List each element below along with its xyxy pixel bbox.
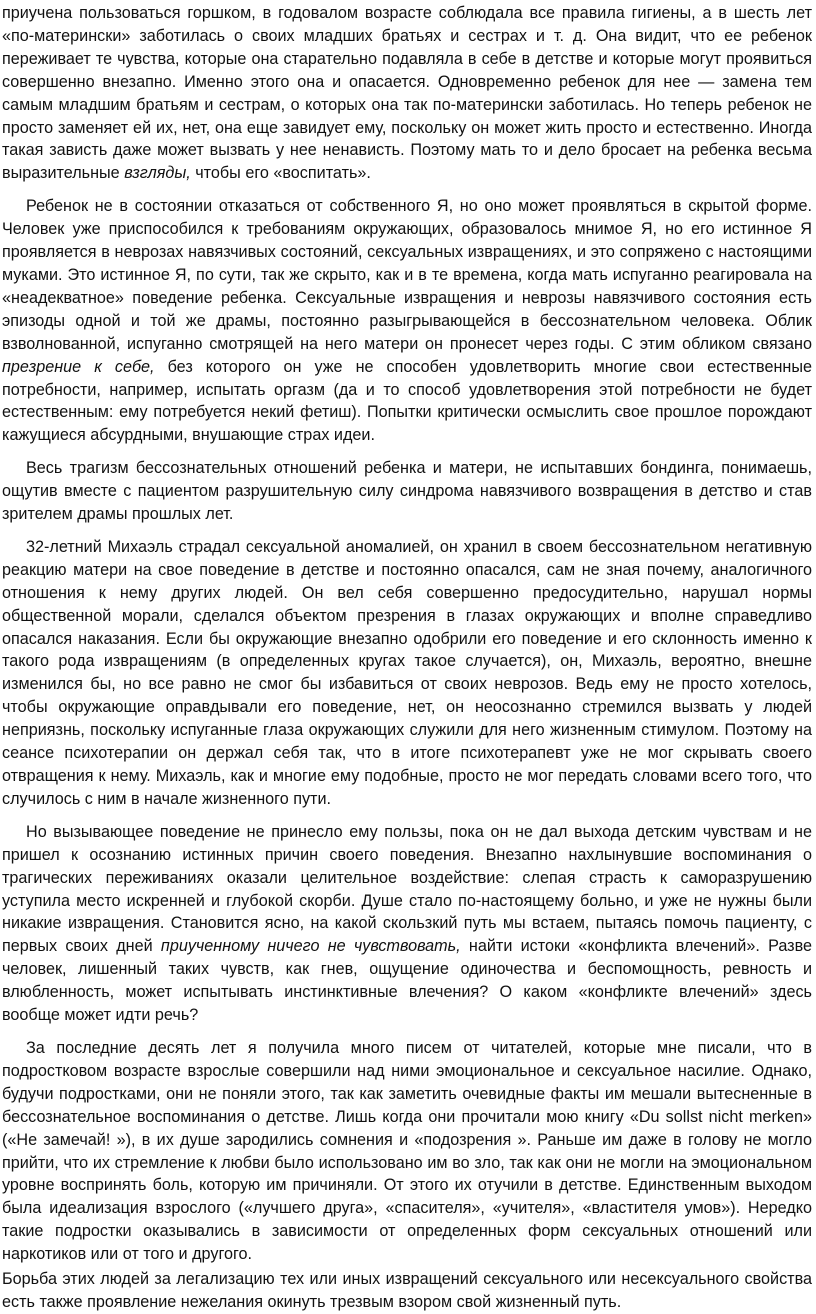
paragraph — [2, 2, 812, 185]
paragraph — [2, 457, 812, 526]
italic-text-run: взгляды, — [124, 164, 191, 183]
paragraph — [2, 536, 812, 811]
text-run: Но вызывающее поведение не принесло ему пользы, пока он не дал выхода детским чувствам и не пришел к осознанию истинных причин своего поведения. Внезапно нахлынувшие воспоминания о трагических переживаниях оказали целительное воздействие: слепая страсть к саморазрушению уступила место искренней и глубокой скорби. Душе стало по-настоящему больно, и уже не нужны были никакие извращения. Становится ясно, на какой скользкий путь мы встаем, пытаясь помочь пациенту, с первых своих дней — [2, 822, 812, 956]
paragraph — [2, 821, 812, 1027]
paragraph — [2, 1268, 812, 1314]
text-run: чтобы его «воспитать». — [190, 164, 371, 183]
italic-text-run: приученному ничего не чувствовать, — [160, 937, 461, 956]
paragraph — [2, 1037, 812, 1266]
text-run: За последние десять лет я получила много писем от читателей, которые мне писали, что в подростковом возрасте взрослые совершили над ними эмоциональное и сексуальное насилие. Однако, будучи подростками, они не поняли этого, так как заметить очевидные факты им мешали вытесненные в бессознательное воспоминания о детстве. Лишь когда они прочитали мою книгу «Du sollst nicht merken» («Не замечай! »), в их душе зародились сомнения и «подозрения ». Раньше им даже в голову не могло прийти, что их стремление к любви было использовано им во зло, так как они не могли на эмоциональном уровне воспринять боль, которую им причиняли. От этого их отучили в детстве. Единственным выходом была идеализация взрослого («лучшего друга», «спасителя», «учителя», «властителя умов»). Нередко такие подростки оказывались в зависимости от определенных форм сексуальных отношений или наркотиков или от того и другого. — [2, 1038, 812, 1264]
text-run: приучена пользоваться горшком, в годовалом возрасте соблюдала все правила гигиены, а в шесть лет «по-матерински» заботилась о своих младших братьях и сестрах и т. д. Она видит, что ее ребенок переживает те чувства, которые она старательно подавляла в себе в детстве и которые могут проявиться совершенно внезапно. Именно этого она и опасается. Одновременно ребенок для нее — замена тем самым младшим братьям и сестрам, о которых она так по-матерински заботилась. Но теперь ребенок не просто заменяет ей их, нет, она еще завидует ему, поскольку он может жить просто и естественно. Иногда такая зависть даже может вызвать у нее ненависть. Поэтому мать то и дело бросает на ребенка весьма выразительные — [2, 4, 812, 183]
italic-text-run: презрение к себе, — [2, 357, 155, 376]
text-run: Борьба этих людей за легализацию тех или иных извращений сексуального или несексуального свойства есть также проявление нежелания окинуть трезвым взором свой жизненный путь. — [2, 1270, 812, 1311]
text-run: найти истоки «конфликта влечений». Разве человек, лишенный таких чувств, как гнев, ощущение одиночества и беспомощность, ревность и влюбленность, может испытывать инстинктивные влечения? О каком «конфликте влечений» здесь вообще может идти речь? — [2, 937, 813, 1025]
text-run: без которого он уже не способен удовлетворить многие свои естественные потребности, например, испытать оргазм (да и то способ удовлетворения этой потребности не будет естественным: ему потребуется некий фетиш). Попытки критически осмыслить свое прошлое порождают кажущиеся абсурдными, внушающие страх идеи. — [2, 357, 812, 445]
text-run: Весь трагизм бессознательных отношений ребенка и матери, не испытавших бондинга, понимаешь, ощутив вместе с пациентом разрушительную силу синдрома навязчивого возвращения в детство и став зрителем драмы прошлых лет. — [2, 459, 812, 524]
paragraph — [2, 195, 812, 447]
text-run: Ребенок не в состоянии отказаться от собственного Я, но оно может проявляться в скрытой форме. Человек уже приспособился к требованиям окружающих, образовалось мнимое Я, но его истинное Я проявляется в неврозах навязчивых состояний, сексуальных извращениях, и это сопряжено с настоящими муками. Это истинное Я, по сути, так же скрыто, как и в те времена, когда мать испуганно реагировала на «неадекватное» поведение ребенка. Сексуальные извращения и неврозы навязчивого состояния есть эпизоды одной и той же драмы, постоянно разыгрывающейся в бессознательном человека. Облик взволнованной, испуганно смотрящей на него матери он пронесет через годы. С этим обликом связано — [2, 197, 812, 353]
text-run: 32-летний Михаэль страдал сексуальной аномалией, он хранил в своем бессознательном негативную реакцию матери на свое поведение в детстве и постоянно опасался, сам не зная почему, аналогичного отношения к нему других людей. Он вел себя совершенно предосудительно, нарушал нормы общественной морали, сделался объектом презрения в глазах окружающих и вполне справедливо опасался наказания. Если бы окружающие внезапно одобрили его поведение и его склонность именно к такого рода извращениям (в определенных кругах такое случается), он, Михаэль, вероятно, внешне изменился бы, но все равно не смог бы избавиться от своих неврозов. Ведь ему не просто хотелось, чтобы окружающие оправдывали его поведение, нет, он неосознанно стремился вызвать у людей неприязнь, поскольку испуганные глаза окружающих служили для него жизненным стимулом. Поэтому на сеансе психотерапии он держал себя так, что в итоге психотерапевт уже не мог скрывать своего отвращения к нему. Михаэль, как и многие ему подобные, просто не мог передать словами всего того, что случилось с ним в начале жизненного пути. — [2, 537, 812, 808]
